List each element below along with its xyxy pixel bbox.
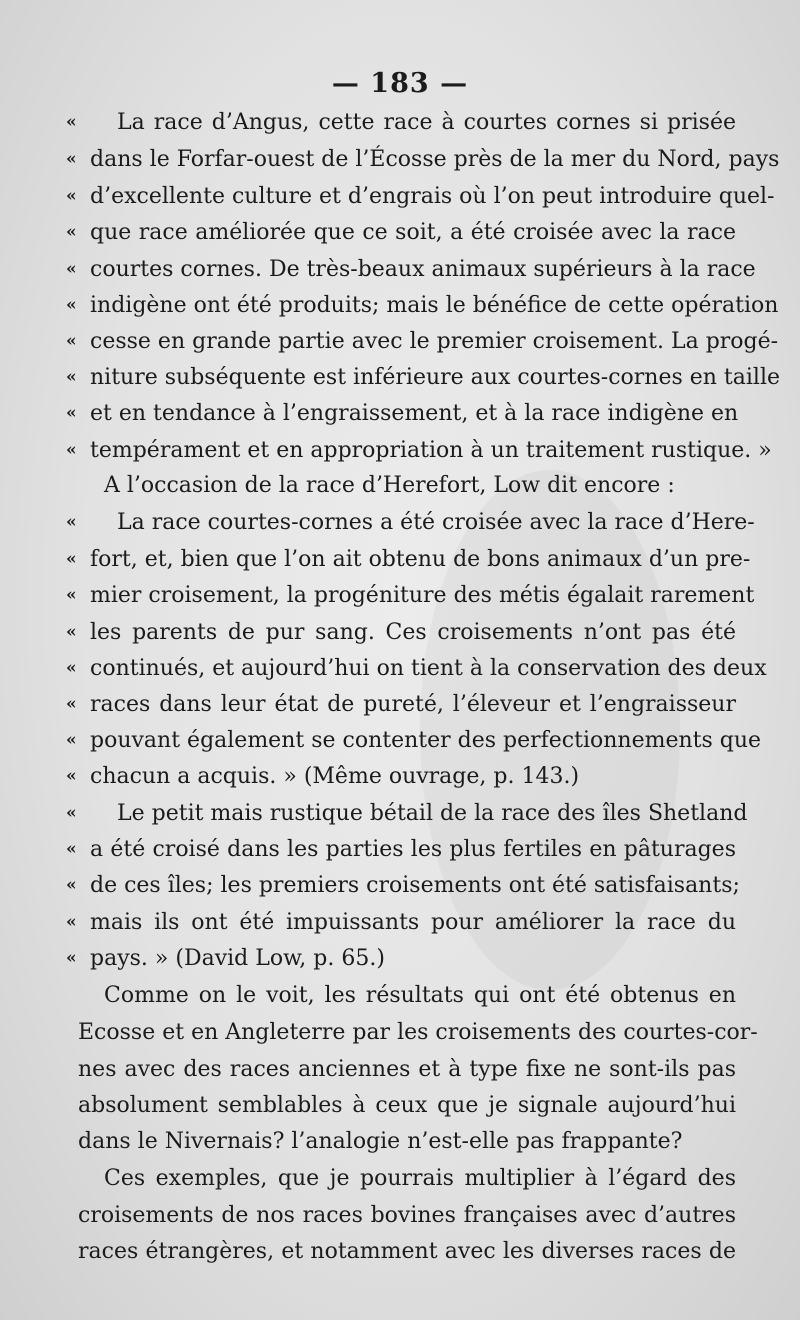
quote-mark: « <box>66 694 77 714</box>
text-line <box>0 359 800 396</box>
line-text: tempérament et en appropriation à un traitement rustique. » <box>90 438 772 463</box>
text-line <box>0 214 800 251</box>
line-text: Comme on le voit, les résultats qui ont été obtenus en <box>104 983 736 1008</box>
line-text: et en tendance à l’engraissement, et à la race indigène en <box>90 401 739 426</box>
text-line <box>0 940 800 977</box>
text-line <box>0 541 800 578</box>
quote-mark: « <box>66 295 77 315</box>
text-line <box>0 467 800 504</box>
quote-mark: « <box>66 331 77 351</box>
line-text: dans le Forfar-ouest de l’Écosse près de la mer du Nord, pays <box>90 147 780 172</box>
line-text: La race courtes-cornes a été croisée avec la race d’Here- <box>117 510 755 535</box>
line-text: d’excellente culture et d’engrais où l’on peut introduire quel- <box>90 184 775 209</box>
line-text: que race améliorée que ce soit, a été croisée avec la race <box>90 220 736 245</box>
line-text: pays. » (David Low, p. 65.) <box>90 946 385 971</box>
text-line <box>0 1160 800 1197</box>
quote-mark: « <box>66 948 77 968</box>
text-line <box>0 323 800 360</box>
text-line <box>0 977 800 1014</box>
text-line <box>0 395 800 432</box>
line-text: niture subséquente est inférieure aux courtes-cornes en taille <box>90 365 781 390</box>
line-text: nes avec des races anciennes et à type fixe ne sont-ils pas <box>78 1057 736 1082</box>
line-text: Ecosse et en Angleterre par les croisements des courtes-cor- <box>78 1020 758 1045</box>
quote-mark: « <box>66 875 77 895</box>
text-line <box>0 650 800 687</box>
quote-mark: « <box>66 912 77 932</box>
line-text: chacun a acquis. » (Même ouvrage, p. 143.) <box>90 764 580 789</box>
quote-mark: « <box>66 403 77 423</box>
line-text: mier croisement, la progéniture des métis égalait rarement <box>90 583 755 608</box>
line-text: La race d’Angus, cette race à courtes cornes si prisée <box>117 110 736 135</box>
text-line <box>0 614 800 651</box>
quote-mark: « <box>66 803 77 823</box>
line-text: courtes cornes. De très-beaux animaux supérieurs à la race <box>90 257 756 282</box>
text-line <box>0 251 800 288</box>
line-text: croisements de nos races bovines françaises avec d’autres <box>78 1203 736 1228</box>
quote-mark: « <box>66 839 77 859</box>
line-text: absolument semblables à ceux que je signale aujourd’hui <box>78 1093 736 1118</box>
line-text: de ces îles; les premiers croisements ont été satisfaisants; <box>90 873 740 898</box>
line-text: races étrangères, et notamment avec les diverses races de <box>78 1239 736 1264</box>
text-line <box>0 1233 800 1270</box>
quote-mark: « <box>66 112 77 132</box>
quote-mark: « <box>66 149 77 169</box>
quote-mark: « <box>66 585 77 605</box>
text-line <box>0 287 800 324</box>
line-text: les parents de pur sang. Ces croisements n’ont pas été <box>90 620 736 645</box>
line-text: Le petit mais rustique bétail de la race des îles Shetland <box>117 801 748 826</box>
text-line <box>0 1087 800 1124</box>
line-text: cesse en grande partie avec le premier croisement. La progé- <box>90 329 779 354</box>
text-line <box>0 795 800 832</box>
line-text: fort, et, bien que l’on ait obtenu de bons animaux d’un pre- <box>90 547 751 572</box>
quote-mark: « <box>66 766 77 786</box>
line-text: Ces exemples, que je pourrais multiplier à l’égard des <box>104 1166 736 1191</box>
line-text: A l’occasion de la race d’Herefort, Low dit encore : <box>104 473 675 498</box>
page-number: — 183 — <box>331 68 469 99</box>
quote-mark: « <box>66 658 77 678</box>
text-line <box>0 1051 800 1088</box>
quote-mark: « <box>66 730 77 750</box>
text-line <box>0 504 800 541</box>
quote-mark: « <box>66 549 77 569</box>
line-text: continués, et aujourd’hui on tient à la conservation des deux <box>90 656 767 681</box>
text-line <box>0 1197 800 1234</box>
text-line <box>0 141 800 178</box>
text-line <box>0 577 800 614</box>
quote-mark: « <box>66 512 77 532</box>
text-line <box>0 867 800 904</box>
text-line <box>0 758 800 795</box>
text-line <box>0 904 800 941</box>
quote-mark: « <box>66 222 77 242</box>
text-line <box>0 1123 800 1160</box>
line-text: a été croisé dans les parties les plus fertiles en pâturages <box>90 837 736 862</box>
line-text: indigène ont été produits; mais le bénéfice de cette opération <box>90 293 779 318</box>
line-text: mais ils ont été impuissants pour améliorer la race du <box>90 910 736 935</box>
quote-mark: « <box>66 186 77 206</box>
quote-mark: « <box>66 622 77 642</box>
line-text: races dans leur état de pureté, l’éleveur et l’engraisseur <box>90 692 736 717</box>
text-line <box>0 104 800 141</box>
text-line <box>0 1014 800 1051</box>
text-line <box>0 686 800 723</box>
text-line <box>0 432 800 469</box>
text-line <box>0 178 800 215</box>
line-text: dans le Nivernais? l’analogie n’est-elle pas frappante? <box>78 1129 683 1154</box>
quote-mark: « <box>66 259 77 279</box>
quote-mark: « <box>66 367 77 387</box>
line-text: pouvant également se contenter des perfectionnements que <box>90 728 762 753</box>
text-line <box>0 831 800 868</box>
text-line <box>0 722 800 759</box>
quote-mark: « <box>66 440 77 460</box>
